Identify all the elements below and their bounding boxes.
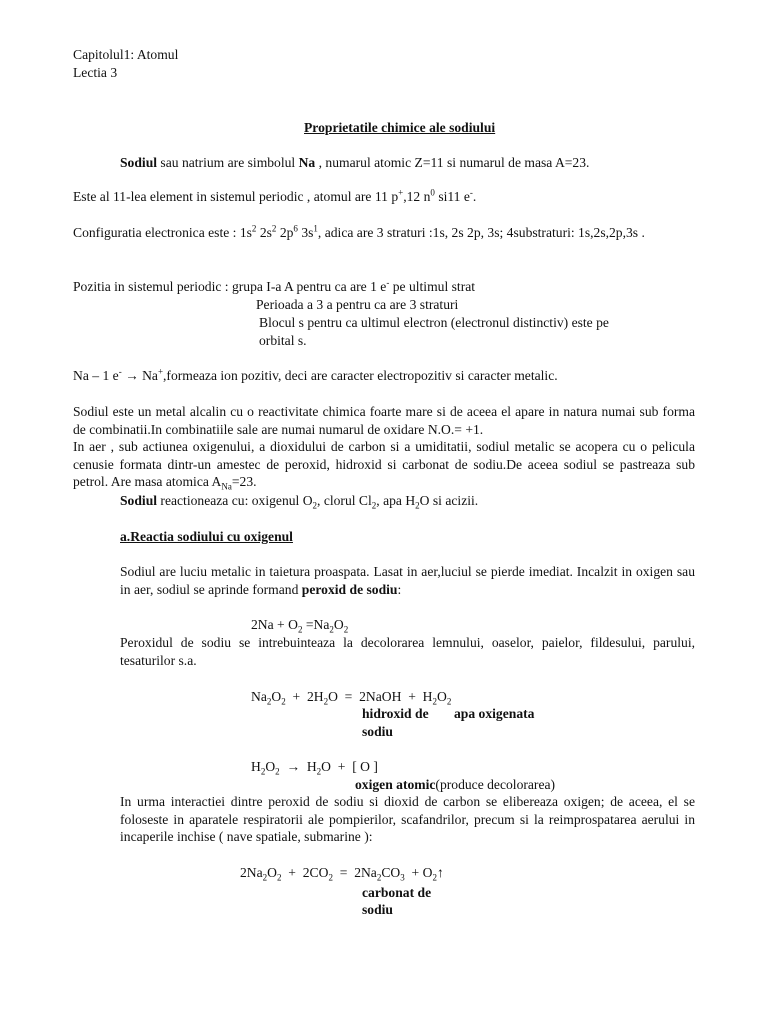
section-a-paragraph-2: Peroxidul de sodiu se intrebuinteaza la decolorarea lemnului, oaselor, paielor, fildesului, parului, tesaturilor s.a. (120, 635, 695, 668)
equation-4-label-sodiu: sodiu (362, 902, 393, 917)
equation-4-label-carbonat: carbonat de (362, 885, 432, 900)
section-a-paragraph-1: Sodiul are luciu metalic in taietura proaspata. Lasat in aer,luciul se pierde imediat. Incalzit in oxigen sau in aer, sodiul se aprinde formand peroxid de sodiu: (120, 564, 695, 597)
equation-3-label: oxigen atomic(produce decolorarea) (355, 777, 556, 792)
chapter-label: Capitolul1: Atomul (73, 47, 179, 62)
position-line: Pozitia in sistemul periodic : grupa I-a A pentru ca are 1 e- pe ultimul strat (73, 277, 476, 294)
config-paragraph: Configuratia electronica este : $1s^2$ $2s^2$ $2p^6$ $3s^1$, adica are 3 straturi :1s, 2s 2p, 3s; 4substraturi: 1s,2s,2p,3s . (73, 223, 645, 240)
equation-2-label-sodiu: sodiu (362, 724, 393, 739)
ionization-line: Na – 1 e- → Na+,formeaza ion pozitiv, deci are caracter electropozitiv si caracter metalic. (73, 366, 558, 383)
equation-4: $2Na_2O_2 + 2CO_2 = 2Na_2CO_3$ + $O_2↑$ (240, 865, 444, 883)
block-line-1: Blocul s pentru ca ultimul electron (electronul distinctiv) este pe (259, 315, 609, 330)
lesson-label: Lectia 3 (73, 65, 118, 80)
equation-1: $2Na + O_2 =Na_2O_2$ (251, 617, 349, 635)
equation-2-label-apa-oxigenata: apa oxigenata (454, 706, 535, 721)
description-p1: Sodiul este un metal alcalin cu o reactivitate chimica foarte mare si de aceea el apare in natura numai sub forma de combinatii.In combinatiile sale are numai numarul de oxidare N.O.= +1. (73, 404, 695, 437)
section-a-paragraph-3: In urma interactiei dintre peroxid de sodiu si dioxid de carbon se elibereaza oxigen; de aceea, el se foloseste in aparatele respiratorii ale pompierilor, scafandrilor, precum si la reimprospatarea aerului in incaperile inchise ( nave spatiale, submarine ): (120, 794, 695, 844)
equation-2-label-hidroxid: hidroxid de (362, 706, 429, 721)
section-a-heading: a.Reactia sodiului cu oxigenul (120, 529, 293, 544)
element-line: Este al 11-lea element in sistemul periodic , atomul are 11 p+,12 $n^0$ si11 e-. (73, 187, 477, 204)
description-paragraph (73, 403, 695, 491)
block-line-2: orbital s. (259, 333, 307, 348)
equation-2: $Na_2O_2 + 2H_2O$ = 2NaOH + $H_2O_2$ (251, 689, 452, 707)
page-title: Proprietatile chimice ale sodiului (304, 120, 496, 135)
description-p2: In aer , sub actiunea oxigenului, a dioxidului de carbon si a umiditatii, sodiul metalic se acopera cu o pelicula cenusie formata dintr-un amestec de peroxid, hidroxid si carbonat de sodiu.De aceea sodiul se pastreaza sub petrol. Are masa atomica $A_{Na}=23$. (73, 439, 695, 492)
equation-3: $H_2O_2 \to H_2O$ + [ O ] (251, 759, 378, 777)
reacts-line: Sodiul reactioneaza cu: oxigenul $O_2$, clorul $Cl_2$, apa $H_2O$ si acizii. (120, 493, 479, 511)
intro-line: Sodiul sau natrium are simbolul Na , numarul atomic Z=11 si numarul de masa A=23. (120, 155, 590, 170)
period-line: Perioada a 3 a pentru ca are 3 straturi (256, 297, 459, 312)
